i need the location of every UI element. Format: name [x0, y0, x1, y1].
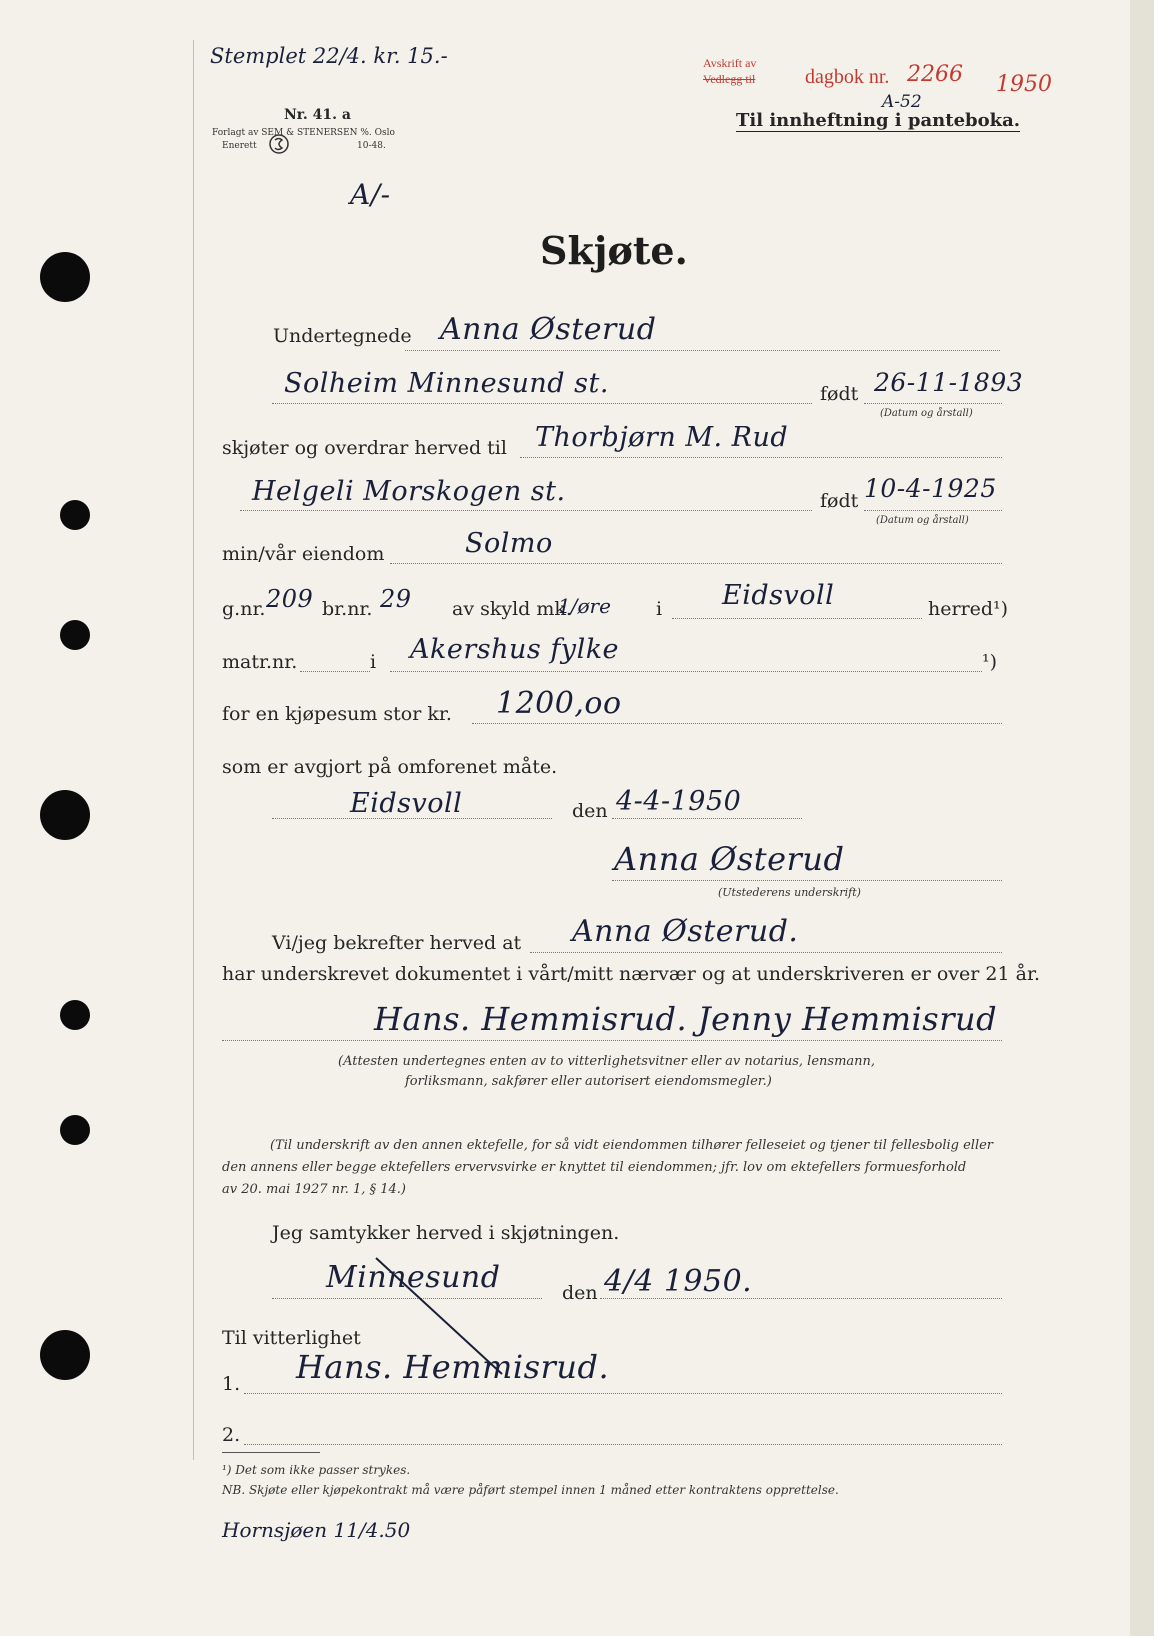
footnote-rule [222, 1452, 320, 1453]
date-hint: (Datum og årstall) [880, 408, 973, 419]
dotted-line [240, 510, 812, 511]
place-value: Eidsvoll [350, 788, 463, 819]
punch-hole [60, 620, 90, 650]
footnote-mark: ¹) [982, 651, 998, 673]
dotted-line [244, 1393, 1002, 1394]
dotted-line [520, 457, 1002, 458]
dotted-line [300, 671, 370, 672]
publisher-line: Forlagt av SEM & STENERSEN %. Oslo [212, 128, 395, 138]
issuer-signature-label: (Utstederens underskrift) [718, 886, 861, 899]
skyld-label: av skyld mk. [452, 598, 572, 620]
dotted-line [530, 952, 1002, 953]
avskrift-stamp: Avskrift av [703, 56, 757, 70]
dotted-line [272, 403, 812, 404]
buyer-birthdate: 10-4-1925 [864, 474, 997, 503]
date-hint-2: (Datum og årstall) [876, 515, 969, 526]
seller-name: Anna Østerud [440, 312, 657, 347]
ref-code: A-52 [882, 92, 922, 112]
spouse-date: 4/4 1950. [604, 1264, 753, 1299]
eiendom-label: min/vår eiendom [222, 543, 385, 565]
witness-2-number: 2. [222, 1424, 241, 1446]
property-name: Solmo [465, 528, 553, 559]
publisher-logo-icon [266, 134, 292, 154]
page-title: Skjøte. [540, 228, 688, 273]
form-number: Nr. 41. a [284, 107, 351, 123]
dotted-line [864, 403, 1002, 404]
attest-line2: har underskrevet dokumentet i vårt/mitt nærvær og at underskriveren er over 21 år. [222, 963, 1040, 985]
fylke-value: Akershus fylke [410, 634, 620, 665]
spouse-note-2: den annens eller begge ektefellers ervervsvirke er knyttet til eiendommen; jfr. lov om ektefellers formuesforhold [222, 1160, 967, 1175]
date-value: 4-4-1950 [616, 786, 742, 817]
price-value: 1200,oo [496, 686, 622, 721]
publisher-date: 10-48. [357, 141, 386, 151]
initials: A/- [350, 178, 391, 211]
witness-1-number: 1. [222, 1373, 241, 1395]
footnote-1: ¹) Det som ikke passer strykes. [222, 1463, 411, 1477]
margin-line [193, 40, 194, 1460]
dagbok-number: 2266 [907, 62, 963, 87]
dotted-line [390, 563, 1002, 564]
herred-label: herred¹) [928, 598, 1009, 620]
vedlegg-stamp: Vedlegg til [703, 72, 756, 86]
spouse-note-1: (Til underskrift av den annen ektefelle, for så vidt eiendommen tilhører felleseiet og tjener til fellesbolig eller [270, 1138, 994, 1153]
attest-note-2: forliksmann, sakfører eller autorisert eiendomsmegler.) [405, 1074, 772, 1089]
transfer-label: skjøter og overdrar herved til [222, 437, 507, 459]
spouse-den-label: den [562, 1282, 598, 1304]
punch-hole [60, 1115, 90, 1145]
seller-signature: Anna Østerud [614, 840, 845, 878]
matrnr-label: matr.nr. [222, 651, 298, 673]
undertegnede-label: Undertegnede [273, 325, 412, 347]
gnr-value: 209 [266, 585, 314, 613]
spouse-place: Minnesund [326, 1260, 501, 1295]
footnote-nb: NB. Skjøte eller kjøpekontrakt må være påført stempel innen 1 måned etter kontraktens opprettelse. [222, 1483, 839, 1497]
punch-hole [60, 500, 90, 530]
punch-hole [40, 790, 90, 840]
bottom-note: Hornsjøen 11/4.50 [222, 1518, 411, 1542]
attest-note-1: (Attesten undertegnes enten av to vitterlighetsvitner eller av notarius, lensmann, [338, 1054, 876, 1069]
fodt-label-2: født [820, 490, 859, 512]
price-label: for en kjøpesum stor kr. [222, 703, 452, 725]
brnr-label: br.nr. [322, 598, 373, 620]
i-label: i [656, 598, 663, 620]
dagbok-year: 1950 [996, 72, 1052, 97]
skyld-value: 1/øre [558, 594, 611, 618]
dotted-line [472, 723, 1002, 724]
seller-address: Solheim Minnesund st. [284, 368, 609, 399]
dotted-line [672, 618, 922, 619]
buyer-address: Helgeli Morskogen st. [252, 476, 566, 507]
dagbok-label: dagbok nr. [805, 66, 890, 88]
attest-label: Vi/jeg bekrefter herved at [272, 932, 522, 954]
consent-text: Jeg samtykker herved i skjøtningen. [272, 1222, 620, 1244]
punch-hole [40, 1330, 90, 1380]
attest-signer: Anna Østerud. [572, 914, 799, 949]
publisher-enerett: Enerett [222, 141, 257, 151]
gnr-label: g.nr. [222, 598, 266, 620]
brnr-value: 29 [380, 585, 412, 613]
dotted-line [244, 1444, 1002, 1445]
witness-heading: Til vitterlighet [222, 1327, 361, 1349]
dotted-line [864, 510, 1002, 511]
buyer-name: Thorbjørn M. Rud [535, 422, 789, 453]
dotted-line [222, 1040, 1002, 1041]
witness-1-signature: Hans. Hemmisrud. [296, 1348, 610, 1386]
punch-hole [60, 1000, 90, 1030]
dotted-line [612, 818, 802, 819]
witness-signatures: Hans. Hemmisrud. Jenny Hemmisrud [374, 1000, 998, 1038]
fodt-label: født [820, 383, 859, 405]
cross-out-mark [370, 1250, 510, 1380]
page-edge [1130, 0, 1154, 1636]
punch-hole [40, 252, 90, 302]
stamp-note: Stemplet 22/4. kr. 15.- [210, 44, 448, 68]
binding-note: Til innheftning i panteboka. [736, 110, 1021, 131]
dotted-line [405, 350, 1000, 351]
seller-birthdate: 26-11-1893 [874, 368, 1024, 397]
dotted-line [390, 671, 982, 672]
settled-label: som er avgjort på omforenet måte. [222, 756, 558, 778]
herred-value: Eidsvoll [722, 580, 835, 611]
dotted-line [612, 880, 1002, 881]
spouse-note-3: av 20. mai 1927 nr. 1, § 14.) [222, 1182, 406, 1197]
i-label-2: i [370, 651, 377, 673]
den-label: den [572, 800, 608, 822]
